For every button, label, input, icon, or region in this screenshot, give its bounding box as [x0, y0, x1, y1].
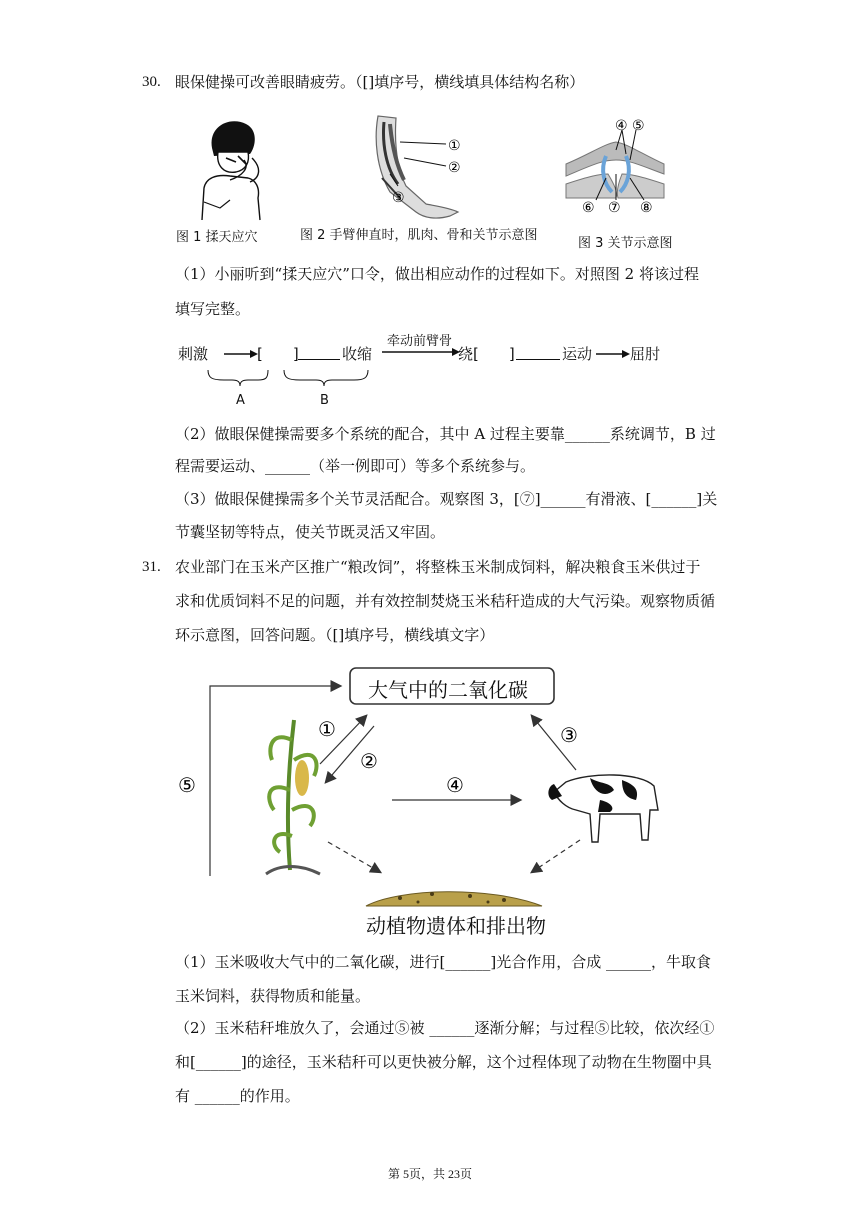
arrow-label-5: ⑤	[178, 773, 196, 797]
q30-sub1-line2: 填写完整。	[175, 300, 251, 318]
arrow-label-3: ③	[560, 723, 578, 747]
fig2-label-3: ③	[392, 190, 405, 206]
flow-arrow-1	[224, 348, 258, 360]
q31-sub2-line1: （2）玉米秸秆堆放久了，会通过⑤被 ______逐渐分解；与过程⑤比较，依次经①	[175, 1019, 715, 1037]
corn-plant-image	[266, 720, 320, 874]
fig3-label-5: ⑤	[632, 118, 645, 134]
fig3-label-8: ⑧	[640, 200, 653, 216]
flow-around: 绕[ ]	[458, 345, 515, 363]
figure1-caption: 图 1 揉天应穴	[176, 230, 258, 245]
flow-bracket-1: [ ]	[257, 345, 299, 363]
flow-braces	[204, 368, 374, 388]
q31-sub2-line3: 有 ______的作用。	[175, 1087, 300, 1105]
fig3-label-6: ⑥	[582, 200, 595, 216]
flow-flex: 屈肘	[630, 345, 661, 363]
co2-label: 大气中的二氧化碳	[368, 678, 528, 702]
flow-blank-1	[298, 359, 340, 360]
flow-contract: 收缩	[342, 345, 373, 363]
q31-number: 31.	[142, 559, 161, 575]
fig2-label-2: ②	[448, 160, 461, 176]
figure2-illustration	[370, 108, 480, 224]
q30-sub2-line2: 程需要运动、______（举一例即可）等多个系统参与。	[175, 457, 536, 475]
q30-sub3-line2: 节囊坚韧等特点，使关节既灵活又牢固。	[175, 523, 446, 541]
flow-arrow-3	[596, 348, 630, 360]
carbon-cycle-diagram	[170, 660, 690, 942]
flow-blank-2	[516, 359, 560, 360]
flow-move: 运动	[562, 345, 593, 363]
q31-stem-line3: 环示意图，回答问题。（[]填序号，横线填文字）	[175, 626, 495, 644]
q31-stem-line2: 求和优质饲料不足的问题，并有效控制焚烧玉米秸秆造成的大气污染。观察物质循	[175, 592, 716, 610]
fig3-label-4: ④	[615, 118, 628, 134]
flow-arrow-label: 牵动前臂骨	[387, 334, 453, 349]
figure3-caption: 图 3 关节示意图	[578, 236, 673, 251]
arrow-label-4: ④	[446, 773, 464, 797]
q30-sub1-line1: （1）小丽听到“揉天应穴”口令，做出相应动作的过程如下。对照图 2 将该过程	[175, 265, 699, 283]
q30-stem: 眼保健操可改善眼睛疲劳。（[]填序号，横线填具体结构名称）	[175, 73, 585, 91]
arrow-label-1: ①	[318, 717, 336, 741]
q31-sub1-line1: （1）玉米吸收大气中的二氧化碳，进行[______]光合作用，合成 ______，牛取食	[175, 953, 712, 971]
flow-label-a: A	[236, 393, 245, 408]
residue-label: 动植物遗体和排出物	[366, 914, 546, 938]
q31-sub1-line2: 玉米饲料，获得物质和能量。	[175, 987, 371, 1005]
flow-label-b: B	[320, 393, 329, 408]
figure1-illustration	[190, 112, 270, 222]
fig2-label-1: ①	[448, 138, 461, 154]
arrow-label-2: ②	[360, 749, 378, 773]
q30-number: 30.	[142, 74, 161, 90]
q30-sub3-line1: （3）做眼保健操需多个关节灵活配合。观察图 3，[⑦]______有滑液、[______]关	[175, 490, 718, 508]
cow-image	[548, 775, 658, 842]
q31-stem-line1: 农业部门在玉米产区推广“粮改饲”，将整株玉米制成饲料，解决粮食玉米供过于	[175, 558, 701, 576]
figure2-caption: 图 2 手臂伸直时，肌肉、骨和关节示意图	[300, 228, 538, 243]
flow-stimulus: 刺激	[178, 345, 209, 363]
q30-sub2-line1: （2）做眼保健操需要多个系统的配合，其中 A 过程主要靠______系统调节，B 过	[175, 425, 716, 443]
q31-sub2-line2: 和[______]的途径，玉米秸秆可以更快被分解，这个过程体现了动物在生物圈中具	[175, 1053, 712, 1071]
residue-pile-image	[366, 892, 542, 906]
figure3-illustration	[560, 114, 670, 218]
fig3-label-7: ⑦	[608, 200, 621, 216]
flow-arrow-2	[382, 346, 460, 358]
page-footer: 第 5页，共 23页	[387, 1167, 472, 1181]
